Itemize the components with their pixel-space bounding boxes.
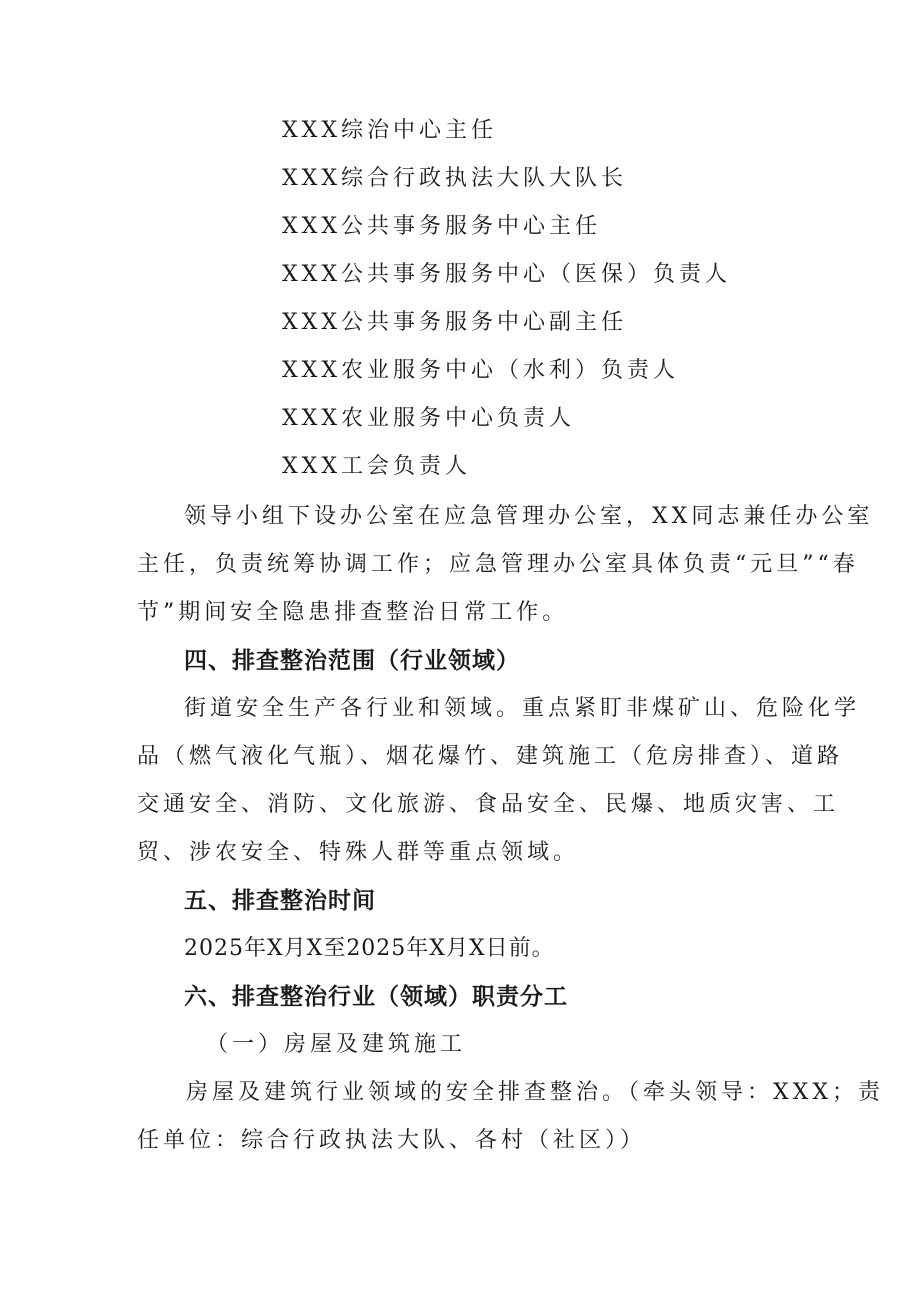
office-paragraph-line: 节”期间安全隐患排查整治日常工作。 xyxy=(137,600,569,625)
section-heading: 五、排查整治时间 xyxy=(184,888,376,914)
section4-paragraph-line: 交通安全、消防、文化旅游、食品安全、民爆、地质灾害、工 xyxy=(137,792,840,817)
member-line: XXX公共事务服务中心（医保）负责人 xyxy=(282,262,731,287)
member-line: XXX工会负责人 xyxy=(282,454,471,479)
member-line: XXX公共事务服务中心副主任 xyxy=(282,310,627,335)
member-line: XXX综治中心主任 xyxy=(282,118,497,143)
subsection-heading: （一）房屋及建筑施工 xyxy=(206,1032,467,1057)
member-line: XXX农业服务中心（水利）负责人 xyxy=(282,358,679,383)
member-line: XXX农业服务中心负责人 xyxy=(282,406,575,431)
member-line: XXX综合行政执法大队大队长 xyxy=(282,166,627,191)
subsection-paragraph-line: 任单位：综合行政执法大队、各村（社区）） xyxy=(137,1128,647,1153)
section4-paragraph-line: 街道安全生产各行业和领域。重点紧盯非煤矿山、危险化学 xyxy=(184,696,861,721)
section-heading: 四、排查整治范围（行业领域） xyxy=(184,648,520,674)
subsection-paragraph-line: 房屋及建筑行业领域的安全排查整治。（牵头领导：XXX；责 xyxy=(186,1080,884,1105)
section4-paragraph-line: 贸、涉农安全、特殊人群等重点领域。 xyxy=(137,840,580,865)
section-heading: 六、排查整治行业（领域）职责分工 xyxy=(184,984,568,1010)
office-paragraph-line: 领导小组下设办公室在应急管理办公室，XX同志兼任办公室 xyxy=(184,504,874,529)
section4-paragraph-line: 品（燃气液化气瓶）、烟花爆竹、建筑施工（危房排查）、道路 xyxy=(137,744,844,769)
office-paragraph-line: 主任，负责统筹协调工作；应急管理办公室具体负责“元旦”“春 xyxy=(137,552,859,577)
section5-text: 2025年X月X至2025年X月X日前。 xyxy=(184,936,555,961)
member-line: XXX公共事务服务中心主任 xyxy=(282,214,601,239)
